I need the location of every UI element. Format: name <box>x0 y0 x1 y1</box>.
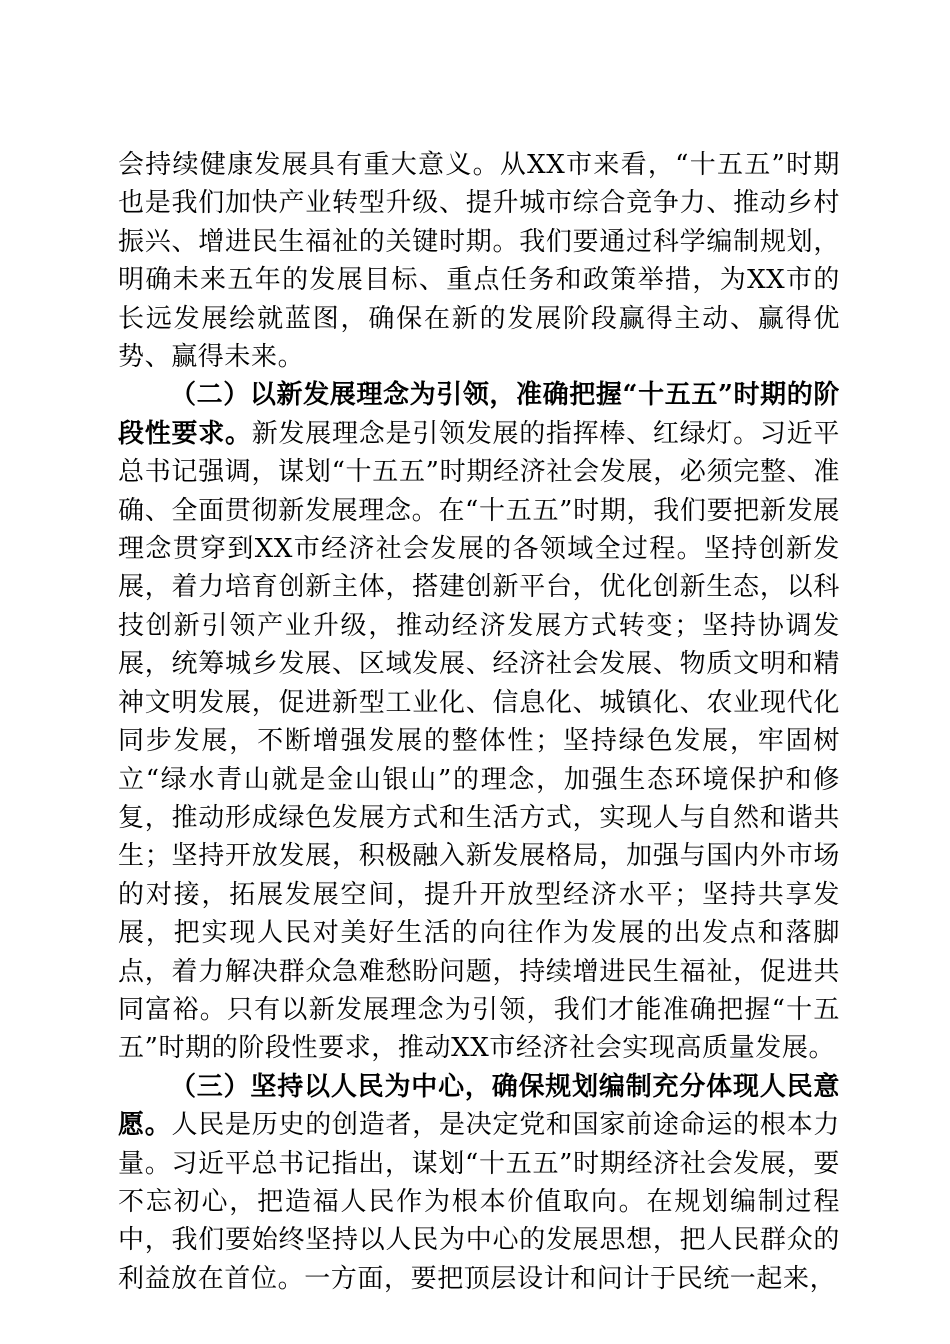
paragraph-3-text: 人民是历史的创造者，是决定党和国家前途命运的根本力量。习近平总书记指出，谋划“十五五”时期经济社会发展，要不忘初心，把造福人民作为根本价值取向。在规划编制过程中，我们要始终坚持以人民为中心的发展思想，把人民群众的利益放在首位。一方面，要把顶层设计和问计于民统一起来， <box>118 1110 840 1294</box>
paragraph-1 <box>118 146 840 376</box>
section-heading-3: （三）坚持以人民为中心，确保规划编制充分体现人民意愿。 <box>118 1071 840 1141</box>
paragraph-2 <box>118 376 840 1067</box>
paragraph-1-text: 会持续健康发展具有重大意义。从XX市来看，“十五五”时期也是我们加快产业转型升级、提升城市综合竞争力、推动乡村振兴、增进民生福祉的关键时期。我们要通过科学编制规划，明确未来五年的发展目标、重点任务和政策举措，为XX市的长远发展绘就蓝图，确保在新的发展阶段赢得主动、赢得优势、赢得未来。 <box>118 150 840 373</box>
paragraph-2-text: 新发展理念是引领发展的指挥棒、红绿灯。习近平总书记强调，谋划“十五五”时期经济社会发展，必须完整、准确、全面贯彻新发展理念。在“十五五”时期，我们要把新发展理念贯穿到XX市经济社会发展的各领域全过程。坚持创新发展，着力培育创新主体，搭建创新平台，优化创新生态，以科技创新引领产业升级，推动经济发展方式转变；坚持协调发展，统筹城乡发展、区域发展、经济社会发展、物质文明和精神文明发展，促进新型工业化、信息化、城镇化、农业现代化同步发展，不断增强发展的整体性；坚持绿色发展，牢固树立“绿水青山就是金山银山”的理念，加强生态环境保护和修复，推动形成绿色发展方式和生活方式，实现人与自然和谐共生；坚持开放发展，积极融入新发展格局，加强与国内外市场的对接，拓展发展空间，提升开放型经济水平；坚持共享发展，把实现人民对美好生活的向往作为发展的出发点和落脚点，着力解决群众急难愁盼问题，持续增进民生福祉，促进共同富裕。只有以新发展理念为引领，我们才能准确把握“十五五”时期的阶段性要求，推动XX市经济社会实现高质量发展。 <box>118 418 840 1064</box>
paragraph-3 <box>118 1068 840 1298</box>
document-page <box>118 146 840 1298</box>
section-heading-2: （二）以新发展理念为引领，准确把握“十五五”时期的阶段性要求。 <box>118 380 840 449</box>
